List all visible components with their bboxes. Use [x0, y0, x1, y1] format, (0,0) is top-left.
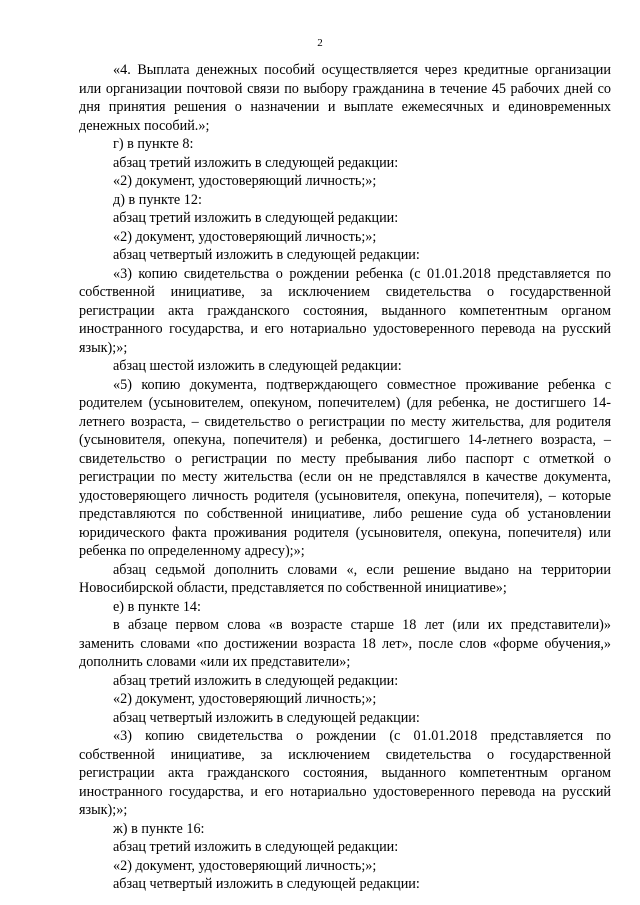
- paragraph: е) в пункте 14:: [113, 598, 201, 615]
- paragraph: абзац четвертый изложить в следующей редакции:: [113, 876, 420, 892]
- paragraph: «2) документ, удостоверяющий личность;»;: [113, 228, 377, 245]
- paragraph: д) в пункте 12:: [113, 191, 202, 208]
- paragraph: абзац четвертый изложить в следующей редакции:: [113, 709, 420, 726]
- paragraph: абзац шестой изложить в следующей редакции:: [113, 358, 402, 374]
- paragraph: «3) копию свидетельства о рождении ребенка (с 01.01.2018 представляется по собственной инициативе, за исключением свидетельства о государственной регистрации акта гражданского состояния, выданного компетентным органом иностранного государства, и его нотариально удостоверенного перевода на русский язык);»;: [79, 265, 611, 356]
- paragraph: в абзаце первом слова «в возрасте старше 18 лет (или их представители)» заменить словами «по достижении возраста 18 лет», после слов «форме обучения,» дополнить словами «или их представители»;: [79, 617, 611, 670]
- paragraph: абзац четвертый изложить в следующей редакции:: [113, 247, 420, 263]
- paragraph: абзац седьмой дополнить словами «, если решение выдано на территории Новосибирской области, представляется по собственной инициативе»;: [79, 561, 611, 596]
- paragraph: «2) документ, удостоверяющий личность;»;: [113, 173, 377, 189]
- paragraph: ж) в пункте 16:: [113, 820, 205, 837]
- paragraph: «5) копию документа, подтверждающего совместное проживание ребенка с родителем (усыновителем, опекуном, попечителем) (для ребенка, не достигшего 14-летнего возраста, – свидетельство о регистрации по месту жительства, для родителя (усыновителя, опекуна, попечителя) и ребенка, достигшего 14-летнего возраста, – свидетельство о регистрации по месту пребывания либо паспорт с отметкой о регистрации по месту жительства (если он не представлялся в качестве документа, удостоверяющего личность родителя (усыновителя, опекуна, попечителя), – которые представляются по собственной инициативе, либо решение суда об установлении юридического факта проживания родителя (усыновителя, опекуна, попечителя) или ребенка по определенному адресу);»;: [79, 376, 611, 559]
- page-number: 2: [317, 37, 323, 49]
- paragraph: абзац третий изложить в следующей редакции:: [113, 672, 399, 689]
- paragraph: «3) копию свидетельства о рождении (с 01.01.2018 представляется по собственной инициативе, за исключением свидетельства о государственной регистрации акта гражданского состояния, выданного компетентным органом иностранного государства, и его нотариально удостоверенного перевода на русский язык);»;: [79, 728, 611, 818]
- paragraph: абзац третий изложить в следующей редакции:: [113, 154, 399, 171]
- paragraph: «4. Выплата денежных пособий осуществляется через кредитные организации или организации почтовой связи по выбору гражданина в течение 45 рабочих дней со дня принятия решения о назначении и выплате ежемесячных и единовременных денежных пособий.»;: [79, 62, 611, 134]
- paragraph: абзац третий изложить в следующей редакции:: [113, 839, 399, 855]
- paragraph: абзац третий изложить в следующей редакции:: [113, 210, 399, 226]
- document-body: [79, 61, 611, 894]
- paragraph: «2) документ, удостоверяющий личность;»;: [113, 691, 377, 707]
- paragraph: г) в пункте 8:: [113, 136, 194, 152]
- paragraph: «2) документ, удостоверяющий личность;»;: [113, 857, 377, 874]
